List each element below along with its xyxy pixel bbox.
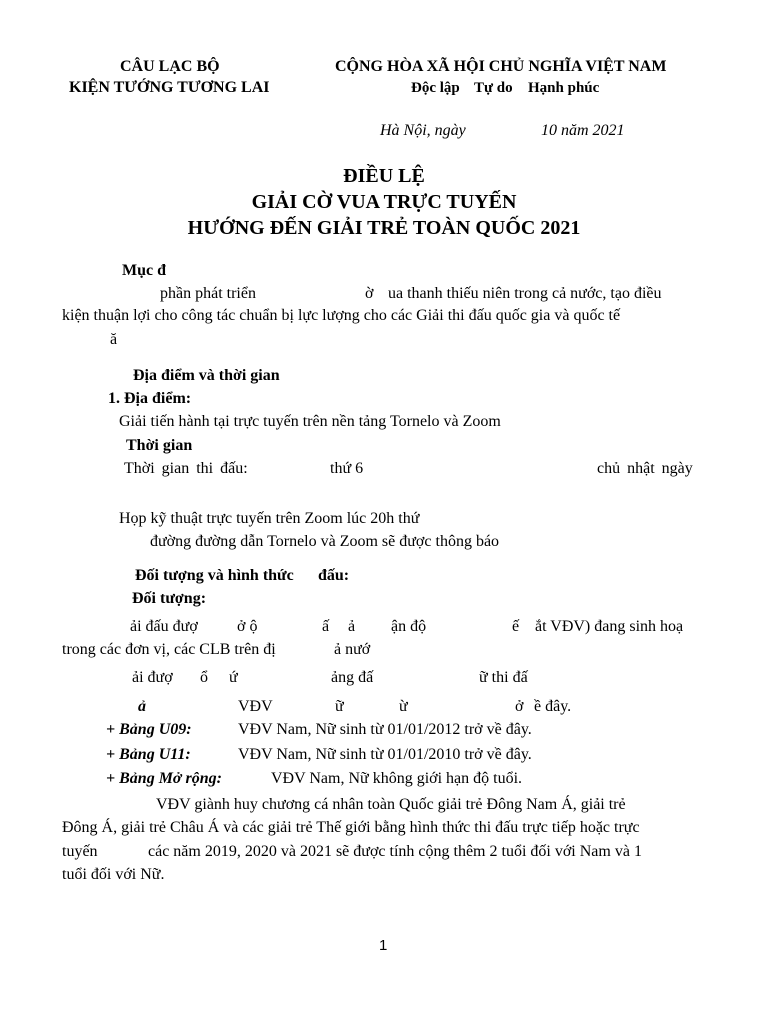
- motto-freedom: Tự do: [474, 80, 513, 96]
- target-l3-a: ải đượ: [132, 669, 173, 686]
- national-title: CỘNG HÒA XÃ HỘI CHỦ NGHĨA VIỆT NAM: [335, 58, 667, 75]
- target-l4-e: ở: [515, 698, 524, 715]
- target-l4-c: ữ: [335, 698, 344, 715]
- bang-u09-label: + Bảng U09:: [106, 721, 192, 738]
- motto-happiness: Hạnh phúc: [528, 80, 600, 96]
- doc-subtitle-1: GIẢI CỜ VUA TRỰC TUYẾN: [251, 191, 517, 213]
- bang-open-text: VĐV Nam, Nữ không giới hạn độ tuổi.: [271, 770, 523, 787]
- bonus-para-line1: VĐV giành huy chương cá nhân toàn Quốc giải trẻ Đông Nam Á, giải trẻ: [156, 796, 626, 813]
- target-l4-b: VĐV: [238, 698, 273, 715]
- bonus-para-line3b: các năm 2019, 2020 và 2021 sẽ được tính cộng thêm 2 tuổi đối với Nam và 1: [148, 843, 642, 860]
- section-target-heading-a: Đối tượng và hình thức: [135, 567, 294, 584]
- target-l3-c: ứ: [229, 669, 238, 686]
- purpose-text-line3: ă: [110, 331, 118, 348]
- bang-u11-text: VĐV Nam, Nữ sinh từ 01/01/2010 trở về đây.: [238, 746, 532, 763]
- target-l4-a: ả: [138, 698, 146, 715]
- target-l1-g: ắt VĐV) đang sinh hoạ: [535, 618, 684, 635]
- bang-u11-label: + Bảng U11:: [106, 746, 191, 763]
- bang-u09-text: VĐV Nam, Nữ sinh từ 01/01/2012 trở về đây.: [238, 721, 532, 738]
- purpose-text-c: ua thanh thiếu niên trong cả nước, tạo điều: [388, 285, 662, 302]
- target-l2-a: trong các đơn vị, các CLB trên đị: [62, 641, 276, 658]
- place-text: Giải tiến hành tại trực tuyến trên nền tảng Tornelo và Zoom: [119, 413, 501, 430]
- target-l4-f: ề đây.: [534, 698, 572, 715]
- target-l3-b: ổ: [200, 669, 208, 686]
- bonus-para-line4: tuổi đối với Nữ.: [62, 866, 165, 883]
- bang-open-label: + Bảng Mở rộng:: [106, 770, 222, 787]
- purpose-text-b: ờ: [365, 285, 374, 302]
- time-text-a: Thời gian thi đấu:: [124, 460, 248, 477]
- target-l3-e: ữ thi đấ: [479, 669, 528, 686]
- target-l4-d: ừ: [399, 698, 408, 715]
- purpose-text-line2: kiện thuận lợi cho công tác chuẩn bị lực lượng cho các Giải thi đấu quốc gia và quốc tế: [62, 307, 621, 324]
- time-text-c: chủ nhật ngày: [597, 460, 693, 477]
- time-text-b: thứ 6: [330, 460, 364, 477]
- date-year: 10 năm 2021: [541, 122, 625, 139]
- purpose-text-a: phần phát triển: [160, 285, 256, 302]
- target-subheading: Đối tượng:: [132, 590, 207, 607]
- meeting-text-line1: Họp kỹ thuật trực tuyến trên Zoom lúc 20h thứ: [119, 510, 420, 527]
- time-subheading: Thời gian: [126, 437, 193, 454]
- target-l3-d: ảng đấ: [331, 669, 374, 686]
- org-name-line1: CÂU LẠC BỘ: [120, 58, 220, 75]
- target-l1-a: ải đấu đượ: [130, 618, 198, 635]
- place-subheading: 1. Địa điểm:: [108, 390, 192, 407]
- doc-title: ĐIỀU LỆ: [343, 165, 425, 187]
- section-place-heading: Địa điểm và thời gian: [133, 367, 280, 384]
- doc-subtitle-2: HƯỚNG ĐẾN GIẢI TRẺ TOÀN QUỐC 2021: [187, 217, 581, 239]
- target-l1-e: ận độ: [391, 618, 427, 635]
- target-l1-d: ả: [348, 618, 356, 635]
- motto-independence: Độc lập: [411, 80, 460, 96]
- section-purpose-heading: Mục đ: [122, 262, 166, 279]
- target-l2-b: ả nướ: [334, 641, 371, 658]
- org-name-line2: KIỆN TƯỚNG TƯƠNG LAI: [69, 79, 270, 96]
- section-target-heading-b: đấu:: [318, 567, 350, 584]
- target-l1-c: ấ: [322, 618, 330, 635]
- target-l1-f: ế: [512, 618, 520, 635]
- bonus-para-line3a: tuyến: [62, 843, 98, 860]
- bonus-para-line2: Đông Á, giải trẻ Châu Á và các giải trẻ Thế giới bằng hình thức thi đấu trực tiếp hoặc trực: [62, 819, 640, 836]
- page-number: 1: [379, 937, 388, 954]
- target-l1-b: ở ộ: [237, 618, 258, 635]
- meeting-text-line2: đường đường dẫn Tornelo và Zoom sẽ được thông báo: [150, 533, 500, 550]
- date-place: Hà Nội, ngày: [380, 122, 466, 139]
